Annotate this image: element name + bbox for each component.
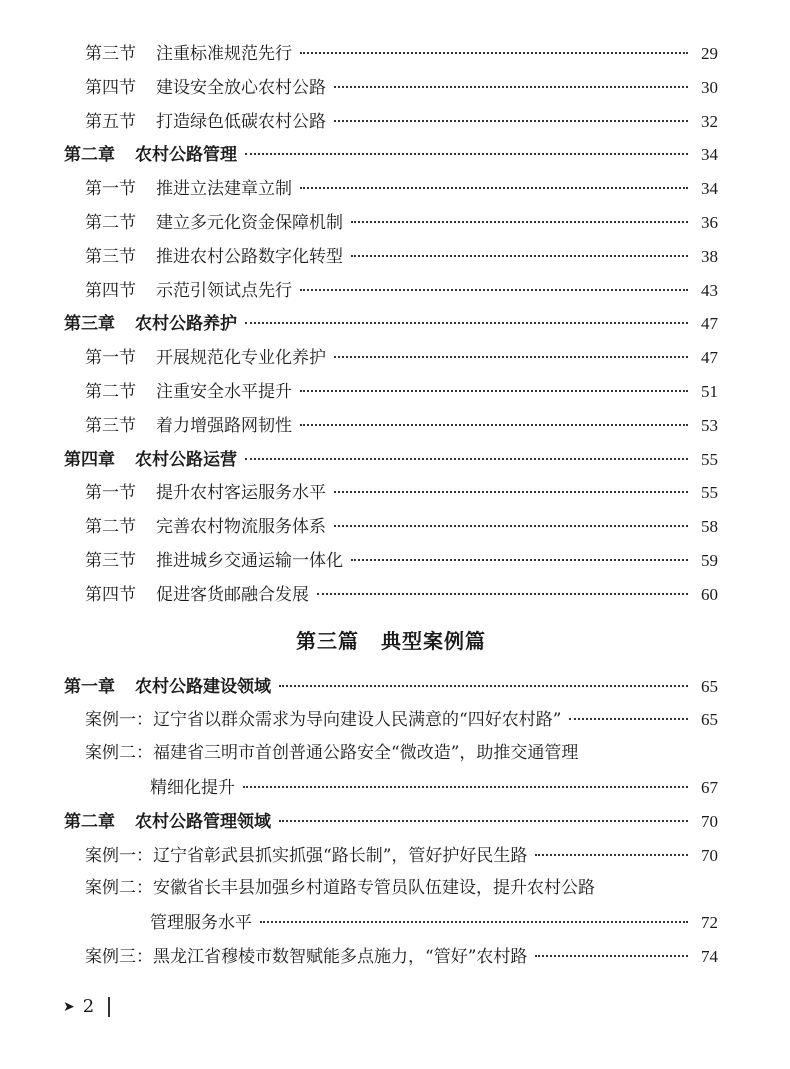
entry-number: 第二节	[85, 517, 136, 538]
entry-title: 促进客货邮融合发展	[156, 584, 309, 605]
toc-section-entry[interactable]	[64, 341, 718, 375]
toc-case-entry[interactable]	[64, 940, 718, 974]
dot-leader	[300, 424, 688, 426]
entry-page-number: 74	[701, 946, 718, 966]
toc-cont-entry[interactable]	[64, 906, 718, 940]
entry-title: 管理服务水平	[150, 913, 252, 934]
entry-title: 推进城乡交通运输一体化	[156, 550, 343, 571]
entry-number: 第三章	[64, 314, 115, 335]
entry-title: 着力增强路网韧性	[156, 415, 292, 436]
entry-number: 第三节	[85, 550, 136, 571]
entry-page-number: 47	[701, 314, 718, 334]
entry-title: 案例一：辽宁省彰武县抓实抓强“路长制”，管好护好民生路	[85, 845, 528, 866]
toc-chapter-entry[interactable]	[64, 138, 718, 172]
page-number: 2	[82, 996, 95, 1017]
toc-part3-list	[64, 670, 718, 974]
entry-title: 注重安全水平提升	[156, 381, 292, 402]
entry-number: 第四节	[85, 77, 136, 98]
entry-page-number: 55	[701, 449, 718, 469]
entry-number: 第一节	[85, 483, 136, 504]
entry-page-number: 60	[701, 584, 718, 604]
part-name: 典型案例篇	[381, 628, 486, 653]
dot-leader	[245, 458, 688, 460]
entry-page-number: 32	[701, 111, 718, 131]
entry-title: 农村公路养护	[135, 314, 237, 335]
dot-leader	[334, 356, 688, 358]
dot-leader	[535, 955, 688, 957]
entry-number: 第二节	[85, 381, 136, 402]
entry-page-number: 55	[701, 483, 718, 503]
entry-title: 完善农村物流服务体系	[156, 517, 326, 538]
entry-page-number: 58	[701, 517, 718, 537]
entry-title: 注重标准规范先行	[156, 44, 292, 64]
entry-number: 第五节	[85, 111, 136, 132]
entry-title: 提升农村客运服务水平	[156, 483, 326, 504]
toc-section-entry[interactable]	[64, 544, 718, 578]
toc-section-entry[interactable]	[64, 37, 718, 71]
toc-cont-entry[interactable]	[64, 771, 718, 805]
toc-chapter-entry[interactable]	[64, 307, 718, 341]
dot-leader	[569, 718, 688, 720]
dot-leader	[260, 921, 688, 923]
entry-title: 示范引领试点先行	[156, 280, 292, 301]
entry-number: 第四节	[85, 584, 136, 605]
entry-title: 精细化提升	[150, 777, 235, 798]
dot-leader	[351, 559, 688, 561]
toc-chapter-entry[interactable]	[64, 805, 718, 839]
entry-number: 第三节	[85, 44, 136, 64]
dot-leader	[300, 289, 688, 291]
entry-title: 农村公路运营	[135, 449, 237, 470]
entry-page-number: 65	[701, 710, 718, 730]
entry-page-number: 29	[701, 44, 718, 63]
dot-leader	[334, 120, 688, 122]
dot-leader	[245, 322, 688, 324]
dot-leader	[351, 255, 688, 257]
entry-title: 推进农村公路数字化转型	[156, 246, 343, 267]
dot-leader	[334, 525, 688, 527]
toc-section-entry[interactable]	[64, 172, 718, 206]
part-title	[64, 612, 718, 670]
entry-title: 打造绿色低碳农村公路	[156, 111, 326, 132]
toc-part2-list	[64, 37, 718, 612]
entry-number: 第四节	[85, 280, 136, 301]
entry-title: 推进立法建章立制	[156, 179, 292, 200]
entry-page-number: 43	[701, 280, 718, 300]
entry-number: 第二章	[64, 145, 115, 166]
entry-page-number: 72	[701, 913, 718, 933]
toc-case-entry[interactable]	[64, 839, 718, 873]
dot-leader	[300, 390, 688, 392]
entry-number: 第二节	[85, 212, 136, 233]
dot-leader	[351, 221, 688, 223]
arrow-icon: ➤	[63, 998, 75, 1015]
entry-title: 建立多元化资金保障机制	[156, 212, 343, 233]
entry-number: 第四章	[64, 449, 115, 470]
entry-page-number: 34	[701, 179, 718, 199]
dot-leader	[279, 685, 688, 687]
toc-chapter-entry[interactable]	[64, 443, 718, 477]
dot-leader	[243, 786, 688, 788]
entry-page-number: 67	[701, 777, 718, 797]
footer-divider	[108, 997, 110, 1017]
toc-section-entry[interactable]	[64, 274, 718, 308]
entry-title: 农村公路管理领域	[135, 811, 271, 832]
dot-leader	[334, 86, 688, 88]
dot-leader	[279, 820, 688, 822]
entry-page-number: 36	[701, 212, 718, 232]
entry-page-number: 47	[701, 348, 718, 368]
entry-title: 农村公路建设领域	[135, 676, 271, 697]
entry-page-number: 59	[701, 550, 718, 570]
part-number: 第三篇	[296, 628, 359, 653]
entry-number: 第一节	[85, 179, 136, 200]
entry-title: 开展规范化专业化养护	[156, 348, 326, 369]
toc-case-entry[interactable]	[64, 872, 718, 906]
dot-leader	[245, 153, 688, 155]
entry-page-number: 70	[701, 845, 718, 865]
entry-page-number: 38	[701, 246, 718, 266]
entry-title: 案例二：福建省三明市首创普通公路安全“微改造”，助推交通管理	[85, 743, 579, 764]
entry-page-number: 30	[701, 77, 718, 97]
entry-page-number: 51	[701, 381, 718, 401]
entry-number: 第一节	[85, 348, 136, 369]
entry-number: 第三节	[85, 246, 136, 267]
toc-section-entry[interactable]	[64, 409, 718, 443]
entry-number: 第三节	[85, 415, 136, 436]
table-of-contents	[64, 37, 718, 974]
toc-section-entry[interactable]	[64, 578, 718, 612]
entry-title: 案例一：辽宁省以群众需求为导向建设人民满意的“四好农村路”	[85, 710, 562, 731]
entry-title: 建设安全放心农村公路	[156, 77, 326, 98]
dot-leader	[334, 491, 688, 493]
toc-section-entry[interactable]	[64, 71, 718, 105]
entry-number: 第二章	[64, 811, 115, 832]
entry-number: 第一章	[64, 676, 115, 697]
page-footer	[63, 996, 110, 1017]
toc-section-entry[interactable]	[64, 206, 718, 240]
entry-title: 案例二：安徽省长丰县加强乡村道路专管员队伍建设，提升农村公路	[85, 878, 595, 899]
toc-section-entry[interactable]	[64, 375, 718, 409]
entry-title: 案例三：黑龙江省穆棱市数智赋能多点施力，“管好”农村路	[85, 946, 528, 967]
toc-case-entry[interactable]	[64, 737, 718, 771]
entry-page-number: 70	[701, 811, 718, 831]
toc-section-entry[interactable]	[64, 510, 718, 544]
entry-title: 农村公路管理	[135, 145, 237, 166]
entry-page-number: 65	[701, 676, 718, 696]
dot-leader	[300, 187, 688, 189]
toc-section-entry[interactable]	[64, 240, 718, 274]
toc-case-entry[interactable]	[64, 703, 718, 737]
toc-chapter-entry[interactable]	[64, 670, 718, 704]
dot-leader	[300, 52, 688, 54]
toc-section-entry[interactable]	[64, 105, 718, 139]
toc-section-entry[interactable]	[64, 476, 718, 510]
dot-leader	[535, 854, 688, 856]
entry-page-number: 34	[701, 145, 718, 165]
dot-leader	[317, 593, 688, 595]
entry-page-number: 53	[701, 415, 718, 435]
